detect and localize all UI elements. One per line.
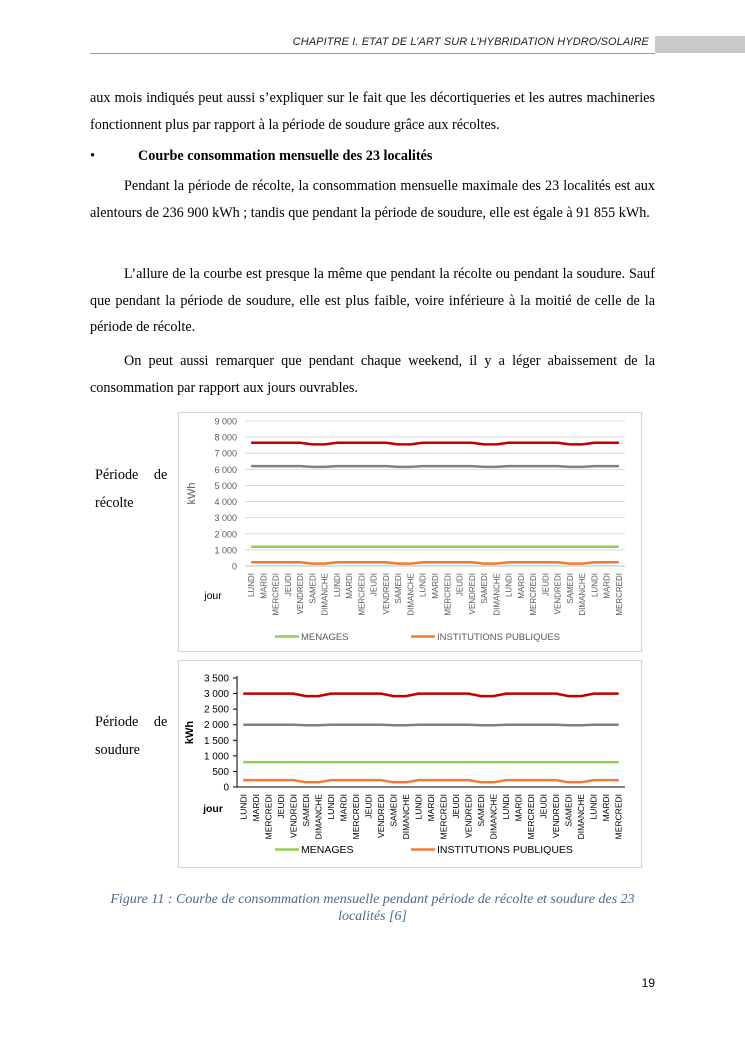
x-tick-label: MERCREDI [614, 573, 624, 616]
y-tick-label: 9 000 [214, 416, 237, 427]
x-tick-label: SAMEDI [394, 573, 404, 604]
x-tick-label: MERCREDI [526, 794, 537, 840]
x-tick-label: MARDI [338, 794, 349, 822]
x-tick-label: DIMANCHE [578, 573, 588, 616]
x-tick-label: MARDI [426, 794, 436, 822]
series-line-institutions-publiques [251, 562, 619, 563]
x-tick-label: SAMEDI [308, 573, 318, 604]
x-tick-label: VENDREDI [288, 794, 299, 838]
side-label-soudure [95, 708, 167, 764]
x-tick-label: MERCREDI [263, 794, 274, 840]
y-tick-label: 6 000 [214, 464, 237, 475]
x-tick-label: DIMANCHE [576, 794, 587, 840]
x-tick-label: JEUDI [455, 573, 465, 597]
x-tick-label: MARDI [431, 573, 440, 599]
paragraph-3: L’allure de la courbe est presque la même que pendant la récolte ou pendant la soudure. Sauf que pendant la période de soudure, elle est plus faible, voire inférieure à la moitié de celle de la période de récolte. [90, 266, 655, 335]
x-tick-label: LUNDI [332, 573, 342, 598]
x-tick-label: VENDREDI [463, 794, 474, 838]
x-tick-label: LUNDI [238, 794, 249, 820]
section-title: Courbe consommation mensuelle des 23 localités [138, 148, 433, 164]
x-tick-label: JEUDI [541, 573, 551, 597]
x-tick-label: JEUDI [283, 573, 293, 597]
series-line-total [243, 694, 618, 697]
x-tick-label: LUNDI [247, 573, 257, 598]
y-tick-label: 2 000 [203, 720, 229, 732]
series-line-autres [251, 466, 619, 467]
x-tick-label: SAMEDI [388, 794, 399, 827]
x-axis-label: jour [204, 590, 222, 602]
y-tick-label: 0 [223, 782, 229, 794]
x-tick-label: MERCREDI [529, 573, 539, 616]
y-tick-label: 3 000 [203, 689, 229, 701]
x-tick-label: MARDI [516, 573, 526, 599]
x-tick-label: MERCREDI [271, 573, 281, 616]
caption-line-2: localités [6] [338, 909, 407, 924]
y-tick-label: 0 [231, 561, 237, 572]
x-tick-label: MERCREDI [350, 794, 361, 840]
figure-caption [90, 891, 655, 925]
x-tick-label: SAMEDI [300, 794, 311, 827]
side-label-recolte [95, 461, 167, 517]
series-line-institutions-publiques [243, 780, 618, 782]
x-tick-label: MERCREDI [357, 573, 367, 616]
x-tick-label: LUNDI [418, 573, 428, 598]
y-tick-label: 3 000 [214, 513, 237, 524]
y-tick-label: 5 000 [214, 480, 237, 491]
y-tick-label: 7 000 [214, 448, 237, 459]
chart-recolte-frame [178, 412, 642, 652]
x-tick-label: MARDI [250, 794, 261, 822]
caption-line-1: Figure 11 : Courbe de consommation mensuelle pendant période de récolte et soudure des 23 [110, 892, 635, 907]
x-tick-label: VENDREDI [551, 794, 562, 838]
y-tick-label: 1 000 [214, 545, 237, 556]
x-tick-label: VENDREDI [553, 573, 563, 615]
bullet-symbol: • [90, 148, 95, 164]
y-axis-label: kWh [186, 482, 198, 505]
x-tick-label: VENDREDI [467, 573, 477, 615]
paragraph-2: Pendant la période de récolte, la consommation mensuelle maximale des 23 localités est aux alentours de 236 900 kWh ; tandis que pendant la période de soudure, elle est égale à 91 855 kWh. [90, 178, 655, 221]
series-line-autres [243, 725, 618, 726]
x-tick-label: LUNDI [413, 794, 424, 820]
x-tick-label: JEUDI [363, 794, 374, 819]
header-bar [655, 36, 745, 53]
legend-label: MENAGES [301, 632, 349, 643]
y-tick-label: 500 [212, 766, 229, 778]
x-tick-label: DIMANCHE [492, 573, 502, 616]
y-axis-label: kWh [184, 720, 196, 745]
x-tick-label: SAMEDI [565, 573, 575, 604]
running-header [90, 36, 745, 54]
x-tick-label: MARDI [259, 573, 269, 599]
y-tick-label: 4 000 [214, 497, 237, 508]
x-tick-label: MARDI [602, 573, 612, 599]
x-tick-label: MARDI [601, 794, 612, 822]
paragraph-1: aux mois indiqués peut aussi s’expliquer sur le fait que les décortiqueries et les autres machineries fonctionnent plus par rapport à la période de soudure grâce aux récoltes. [90, 90, 655, 133]
x-tick-label: LUNDI [501, 794, 512, 820]
x-tick-label: MARDI [513, 794, 524, 822]
y-tick-label: 3 500 [203, 673, 229, 685]
y-tick-label: 1 000 [203, 751, 229, 763]
x-tick-label: JEUDI [538, 794, 549, 819]
paragraph-4: On peut aussi remarquer que pendant chaque weekend, il y a léger abaissement de la consommation par rapport aux jours ouvrables. [90, 353, 655, 396]
x-tick-label: LUNDI [590, 573, 600, 598]
x-tick-label: MERCREDI [438, 794, 449, 840]
page-number: 19 [641, 976, 655, 990]
x-tick-label: DIMANCHE [320, 573, 330, 616]
x-tick-label: VENDREDI [381, 573, 391, 615]
legend-label: MENAGES [301, 844, 354, 856]
x-tick-label: MARDI [345, 573, 355, 599]
side-label-recolte-line2: récolte [95, 495, 134, 511]
chart-recolte [179, 413, 641, 651]
chart-soudure [179, 661, 641, 867]
x-tick-label: SAMEDI [563, 794, 574, 827]
legend-label: INSTITUTIONS PUBLIQUES [437, 844, 573, 856]
x-tick-label: MERCREDI [443, 573, 453, 616]
y-tick-label: 2 000 [214, 529, 237, 540]
y-tick-label: 1 500 [203, 735, 229, 747]
y-tick-label: 2 500 [203, 704, 229, 716]
x-tick-label: VENDREDI [296, 573, 306, 615]
x-tick-label: VENDREDI [375, 794, 386, 838]
x-tick-label: DIMANCHE [406, 573, 416, 616]
series-line-total [251, 443, 619, 445]
x-tick-label: LUNDI [588, 794, 599, 820]
x-tick-label: JEUDI [369, 573, 379, 597]
side-label-recolte-line1: Période de [95, 467, 168, 483]
x-tick-label: JEUDI [275, 794, 286, 819]
x-tick-label: DIMANCHE [488, 794, 499, 840]
header-rule [90, 53, 655, 54]
side-label-soudure-line2: soudure [95, 742, 140, 758]
x-axis-label: jour [203, 803, 223, 815]
x-tick-label: SAMEDI [480, 573, 490, 604]
chart-soudure-frame [178, 660, 642, 868]
side-label-soudure-line1: Période de [95, 714, 168, 730]
legend-label: INSTITUTIONS PUBLIQUES [437, 632, 560, 643]
x-tick-label: MERCREDI [613, 794, 624, 840]
x-tick-label: LUNDI [325, 794, 336, 820]
x-tick-label: SAMEDI [476, 794, 487, 827]
x-tick-label: JEUDI [451, 794, 462, 819]
x-tick-label: LUNDI [504, 573, 514, 598]
y-tick-label: 8 000 [214, 432, 237, 443]
x-tick-label: DIMANCHE [313, 794, 324, 840]
x-tick-label: DIMANCHE [400, 794, 411, 840]
chapter-title: CHAPITRE I. ETAT DE L’ART SUR L’HYBRIDATION HYDRO/SOLAIRE [292, 36, 649, 48]
